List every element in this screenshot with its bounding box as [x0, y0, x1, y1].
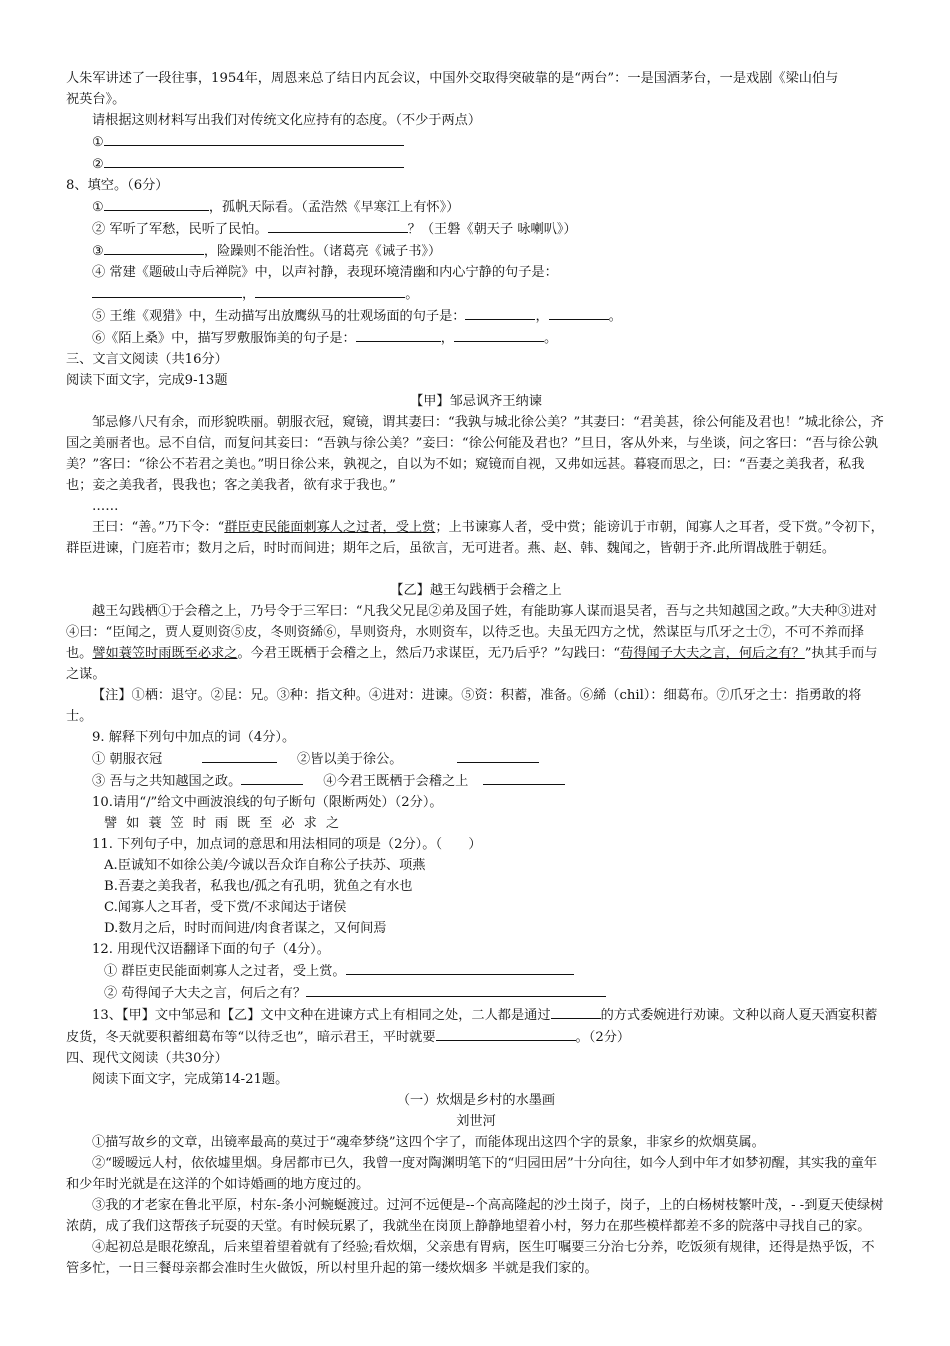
answer-line-1: ① [66, 131, 886, 153]
answer-blank[interactable] [465, 305, 535, 320]
wavy-sentence: 譬如蓑笠时雨既至必求之 [92, 646, 238, 661]
answer-blank[interactable] [104, 240, 204, 255]
question-10: 10.请用“/”给文中画波浪线的句子断句（限断两处）（2分）。 [92, 795, 443, 810]
answer-blank[interactable] [436, 1026, 576, 1041]
question-8-heading: 8、填空。（6分） [66, 178, 169, 193]
answer-blank[interactable] [306, 982, 606, 997]
answer-blank[interactable] [104, 196, 209, 211]
fill-5: ⑤ 王维《观猎》中，生动描写出放鹰纵马的壮观场面的句子是： ， 。 [66, 305, 886, 327]
underlined-sentence: 苟得闻子大夫之言，何后之有？ [620, 646, 805, 661]
fill-1: ① ，孤帆天际看。（孟浩然《早寒江上有怀》） [66, 196, 886, 218]
ellipsis: …… [92, 499, 119, 514]
answer-blank[interactable] [202, 748, 277, 763]
question-12-item-2: ② 苟得闻子大夫之言，何后之有？ [66, 982, 886, 1004]
fill-2: ② 军听了军愁，民听了民怕。 ？（王磐《朝天子 咏喇叭》） [66, 218, 886, 240]
underlined-sentence: 群臣吏民能面刺寡人之过者，受上赏 [224, 520, 436, 535]
answer-blank[interactable] [104, 153, 404, 168]
article-paragraph-1: ①描写故乡的文章，出镜率最高的莫过于“魂牵梦绕”这四个字了，而能体现出这四个字的景象，非家乡的炊烟莫属。 [92, 1135, 765, 1150]
option-d: D.数月之后，时时而间进/肉食者谋之，又何间焉 [104, 921, 387, 936]
answer-line-2: ② [66, 153, 886, 175]
option-a: A.臣诚知不如徐公美/今诚以吾众诈自称公子扶苏、项燕 [104, 858, 426, 873]
question-13: 13、【甲】文中邹忌和【乙】文中文种在进谏方式上有相同之处，二人都是通过 的方式委婉进行劝谏。文种以商人夏天酒宴积蓄皮货，冬天就要积蓄细葛布等“以待乏也”，暗示君王，平时就要 。（2分） [66, 1004, 886, 1048]
answer-blank[interactable] [104, 131, 404, 146]
fill-4: ④ 常建《题破山寺后禅院》中，以声衬静，表现环境清幽和内心宁静的句子是： [92, 265, 558, 280]
question-11: 11. 下列句子中，加点词的意思和用法相同的项是（2分）。（ ） [92, 837, 482, 852]
question-9-row-1: ① 朝服衣冠 ②皆以美于徐公。 [66, 748, 886, 770]
answer-blank[interactable] [92, 283, 242, 298]
question-9-row-2: ③ 吾与之共知越国之政。 ④今君王既栖于会稽之上 [66, 770, 886, 792]
article-paragraph-4: ④起初总是眼花缭乱，后来望着望着就有了经验;看炊烟，父亲患有胃病，医生叮嘱要三分治七分养，吃饭须有规律，还得是热乎饭，不管多忙，一日三餐母亲都会准时生火做饭，所以村里升起的第一缕炊烟多 半就是我们家的。 [66, 1240, 875, 1276]
question-12-item-1: ① 群臣吏民能面刺寡人之过者，受上赏。 [66, 960, 886, 982]
answer-blank[interactable] [551, 1004, 601, 1019]
passage-yi-notes: 【注】①栖：退守。②昆：兄。③种：指文种。④进对：进谏。⑤资：积蓄，准备。⑥絺（chil）：细葛布。⑦爪牙之士：指勇敢的将士。 [66, 688, 862, 724]
exam-page [66, 68, 886, 1279]
question-prompt: 请根据这则材料写出我们对传统文化应持有的态度。（不少于两点） [92, 113, 482, 128]
passage-jia-title: 【甲】邹忌讽齐王纳谏 [410, 394, 542, 409]
answer-blank[interactable] [268, 218, 408, 233]
passage-yi-paragraph: 越王勾践栖①于会稽之上，乃号令于三军曰：“凡我父兄昆②弟及国子姓，有能助寡人谋而退吴者，吾与之共知越国之政。”大夫种③进对④曰：“臣闻之，贾人夏则资⑤皮，冬则资絺⑥，旱则资舟，水则资车，以待乏也。夫虽无四方之忧，然谋臣与爪牙之士⑦，不可不养而择也。譬如蓑笠时雨既至必求之。今君王既栖于会稽之上，然后乃求谋臣，无乃后乎？”勾践曰：“苟得闻子大夫之言，何后之有？”执其手而与之谋。 [66, 604, 878, 682]
answer-blank[interactable] [457, 748, 539, 763]
answer-blank[interactable] [346, 960, 574, 975]
answer-blank[interactable] [241, 770, 303, 785]
passage-jia-paragraph-2: 王曰：“善。”乃下令：“群臣吏民能面刺寡人之过者，受上赏；上书谏寡人者，受中赏；能谤讥于市朝，闻寡人之耳者，受下赏。”令初下，群臣进谏，门庭若市；数月之后，时时而间进；期年之后，虽欲言，无可进者。燕、赵、韩、魏闻之，皆朝于齐.此所谓战胜于朝廷。 [66, 520, 884, 556]
answer-blank[interactable] [549, 305, 609, 320]
article-paragraph-2: ②“暧暧远人村，依依墟里烟。身居都市已久，我曾一度对陶渊明笔下的“归园田居”十分向往，如今人到中年才如梦初醒，其实我的童年和少年时光就是在这洋的个如诗婚画的地方度过的。 [66, 1156, 878, 1192]
text-line: 祝英台》。 [66, 92, 126, 107]
fill-3: ③ ，险躁则不能治性。（诸葛亮《诫子书》） [66, 240, 886, 262]
article-author: 刘世河 [456, 1114, 496, 1129]
answer-blank[interactable] [454, 327, 544, 342]
option-c: C.闻寡人之耳者，受下赏/不求闻达于诸侯 [104, 900, 347, 915]
text-line: 人朱军讲述了一段往事，1954年，周恩来总了结日内瓦会议，中国外交取得突破靠的是“两台”：一是国酒茅台，一是戏剧《梁山伯与 [66, 71, 839, 86]
fill-6: ⑥《陌上桑》中，描写罗敷服饰美的句子是： ， 。 [66, 327, 886, 349]
section-3-instruction: 阅读下面文字，完成9-13题 [66, 373, 228, 388]
article-title: （一）炊烟是乡村的水墨画 [396, 1093, 556, 1108]
section-4-instruction: 阅读下面文字，完成第14-21题。 [92, 1072, 289, 1087]
question-10-sentence: 譬如蓑笠时雨既至必求之 [104, 816, 349, 831]
answer-blank[interactable] [356, 327, 441, 342]
option-b: B.吾妻之美我者，私我也/孤之有孔明，犹鱼之有水也 [104, 879, 413, 894]
passage-jia-paragraph-1: 邹忌修八尺有余，而形貌昳丽。朝服衣冠，窥镜，谓其妻曰：“我孰与城北徐公美？”其妻曰：“君美甚，徐公何能及君也！”城北徐公，齐国之美丽者也。忌不自信，而复问其妾曰：“吾孰与徐公美？”妾曰：“徐公何能及君也？”旦日，客从外来，与坐谈，问之客曰：“吾与徐公孰美？”客曰：“徐公不若君之美也。”明日徐公来，孰视之，自以为不如；窥镜而自视，又弗如远甚。暮寝而思之，曰：“吾妻之美我者，私我也；妾之美我者，畏我也；客之美我者，欲有求于我也。” [66, 415, 884, 493]
passage-yi-title: 【乙】越王勾践栖于会稽之上 [390, 583, 562, 598]
answer-blank[interactable] [255, 283, 405, 298]
section-4-heading: 四、现代文阅读（共30分） [66, 1051, 228, 1066]
section-3-heading: 三、文言文阅读（共16分） [66, 352, 228, 367]
question-12: 12. 用现代汉语翻译下面的句子（4分）。 [92, 942, 330, 957]
fill-4-answer: ， 。 [66, 283, 886, 305]
question-9: 9. 解释下列句中加点的词（4分）。 [92, 730, 296, 745]
answer-blank[interactable] [483, 770, 565, 785]
article-paragraph-3: ③我的才老家在鲁北平原，村东-条小河蜿蜒渡过。过河不远便是--个高高隆起的沙土岗子，岗子，上的白杨树枝繁叶茂，- -到夏天使绿树浓荫，成了我们这帮孩子玩耍的天堂。有时候玩累了，我就坐在岗顶上静静地望着小村，努力在那些模样都差不多的院落中寻找自己的家。 [66, 1198, 884, 1234]
